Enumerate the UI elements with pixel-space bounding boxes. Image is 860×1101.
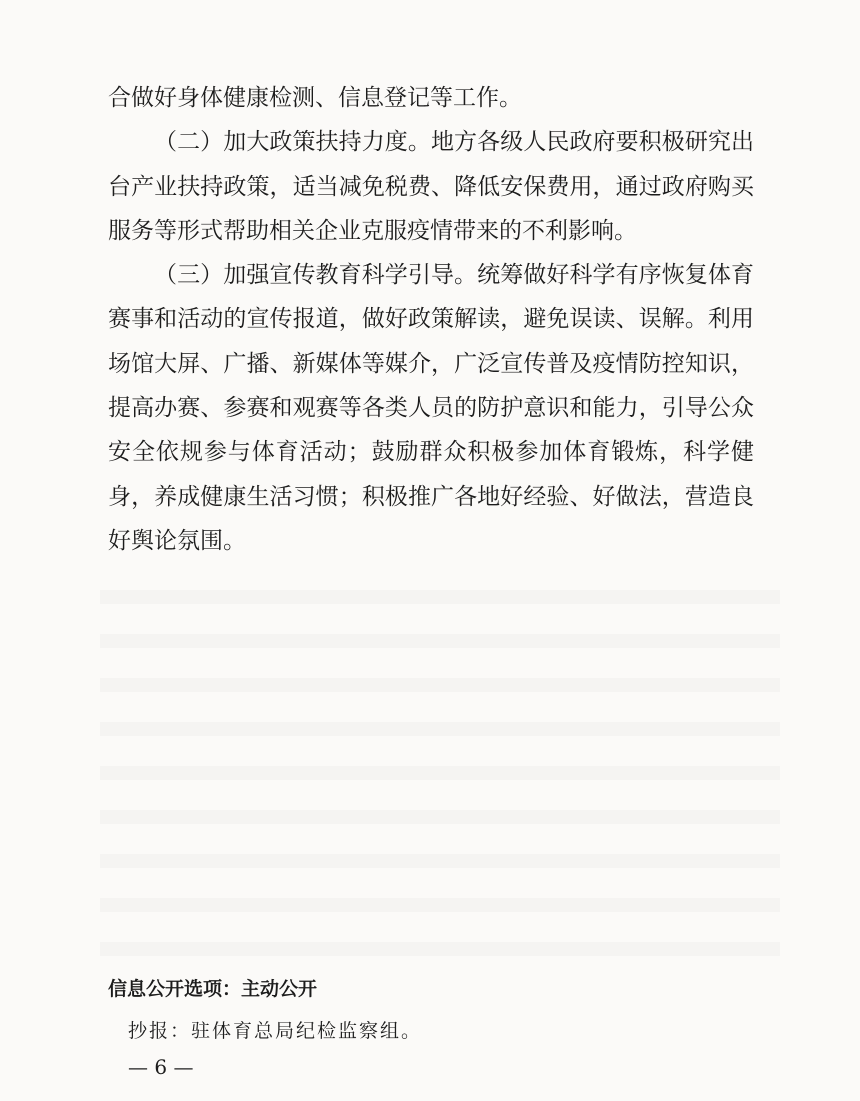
disclosure-option: 信息公开选项：主动公开 <box>108 978 318 1000</box>
text-line: 安全依规参与体育活动；鼓励群众积极参加体育锻炼，科学健 <box>108 439 754 466</box>
text-line: 身，养成健康生活习惯；积极推广各地好经验、好做法，营造良 <box>108 483 754 510</box>
bleed-through-background <box>100 560 780 960</box>
document-body <box>108 76 754 563</box>
text-line: 好舆论氛围。 <box>108 527 246 554</box>
text-line: 赛事和活动的宣传报道，做好政策解读，避免误读、误解。利用 <box>108 306 754 333</box>
text-line: （二）加大政策扶持力度。地方各级人民政府要积极研究出 <box>154 129 754 156</box>
text-line: 服务等形式帮助相关企业克服疫情带来的不利影响。 <box>108 217 637 244</box>
text-line: 台产业扶持政策，适当减免税费、降低安保费用，通过政府购买 <box>108 173 754 200</box>
page-number: — 6 — <box>128 1055 194 1079</box>
cc-recipients: 抄报：驻体育总局纪检监察组。 <box>128 1020 423 1042</box>
text-line: （三）加强宣传教育科学引导。统筹做好科学有序恢复体育 <box>154 262 754 289</box>
text-line: 场馆大屏、广播、新媒体等媒介，广泛宣传普及疫情防控知识， <box>108 350 754 377</box>
text-line: 合做好身体健康检测、信息登记等工作。 <box>108 85 522 111</box>
text-line: 提高办赛、参赛和观赛等各类人员的防护意识和能力，引导公众 <box>108 395 754 422</box>
